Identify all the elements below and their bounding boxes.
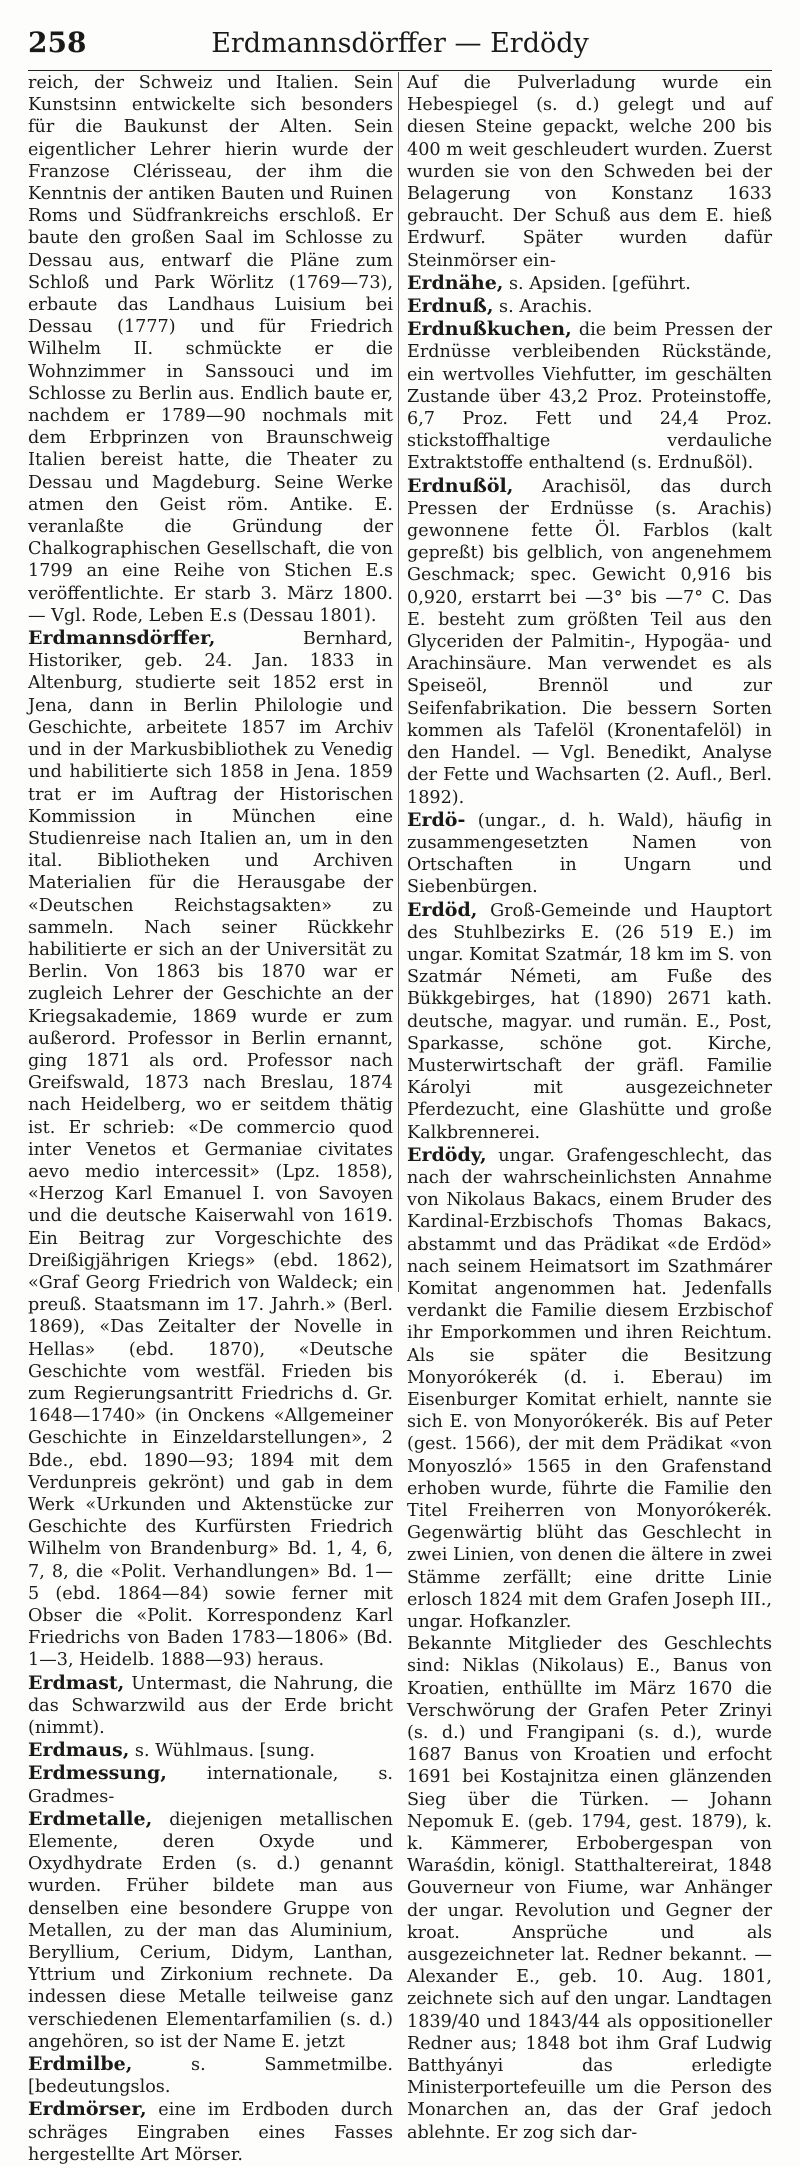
entry-body: die beim Pressen der Erdnüsse verbleibenden Rückstände, ein wertvolles Viehfutter, im geschälten Zustande über 43,2 Proz. Proteinstoffe, 6,7 Proz. Fett und 24,4 Proz. stickstoffhaltige verdauliche Extraktstoffe enthaltend (s. Erdnußöl).	[407, 320, 772, 474]
entry-erdoedy	[407, 1144, 772, 1633]
entry-text: Auf die Pulverladung wurde ein Hebespiegel (s. d.) gelegt und auf diesen Steine gepackt, welche 200 bis 400 m weit geschleudert wurden. Zuerst wurden sie von den Schweden bei der Belagerung von Konstanz 1633 gebraucht. Der Schuß aus dem E. hieß Erdwurf. Später wurden dafür Steinmörser ein-	[407, 73, 772, 271]
entry-headword: Erdö-	[407, 808, 466, 831]
entry-erdnusskuchen	[407, 318, 772, 474]
page-number: 258	[28, 26, 87, 59]
entry-body: Bernhard, Historiker, geb. 24. Jan. 1833 in Altenburg, studierte seit 1852 erst in Jena, dann in Berlin Philologie und Geschichte, arbeitete 1857 im Archiv und in der Markusbibliothek zu Venedig und habilitierte sich 1858 in Jena. 1859 trat er im Auftrag der Historischen Kommission in München eine Studienreise nach Italien an, um in den ital. Bibliotheken und Archiven Materialien für die Herausgabe der «Deutschen Reichstagsakten» zu sammeln. Nach seiner Rückkehr habilitierte er sich an der Universität zu Berlin. Von 1863 bis 1870 war er zugleich Lehrer der Geschichte an der Kriegsakademie, 1869 wurde er zum außerord. Professor in Berlin ernannt, ging 1871 als ord. Professor nach Greifswald, 1873 nach Breslau, 1874 nach Heidelberg, wo er seitdem thätig ist. Er schrieb: «De commercio quod inter Venetos et Germaniae civitates aevo medio intercessit» (Lpz. 1858), «Herzog Karl Emanuel I. von Savoyen und die deutsche Kaiserwahl von 1619. Ein Beitrag zur Vorgeschichte des Dreißigjährigen Kriegs» (ebd. 1862), «Graf Georg Friedrich von Waldeck; ein preuß. Staatsmann im 17. Jahrh.» (Berl. 1869), «Das Zeitalter der Novelle in Hellas» (ebd. 1870), «Deutsche Geschichte vom westfäl. Frieden bis zum Regierungsantritt Friedrichs d. Gr. 1648—1740» (in Onckens «Allgemeiner Geschichte in Einzeldarstellungen», 2 Bde., ebd. 1890—93; 1894 mit dem Verdunpreis gekrönt) und gab in dem Werk «Urkunden und Aktenstücke zur Geschichte des Kurfürsten Friedrich Wilhelm von Brandenburg» Bd. 1, 4, 6, 7, 8, die «Polit. Verhandlungen» Bd. 1—5 (ebd. 1864—84) sowie ferner mit Obser die «Polit. Korrespondenz Karl Friedrichs von Baden 1783—1806» (Bd. 1—3, Heidelb. 1888—93) heraus.	[28, 629, 393, 1671]
entry-headword: Erdnußöl,	[407, 474, 514, 497]
entry-body: Untermast, die Nahrung, die das Schwarzwild aus der Erde bricht (nimmt).	[28, 1673, 393, 1739]
entry-text: Bekannte Mitglieder des Geschlechts sind: Niklas (Nikolaus) E., Banus von Kroatien, enthüllte im März 1670 die Verschwörung der Grafen Peter Zrinyi (s. d.) und Frangipani (s. d.), wurde 1687 Banus von Kroatien und erfocht 1691 bei Kostajnitza einen glänzenden Sieg über die Türken. — Johann Nepomuk E. (geb. 1794, gest. 1879), k. k. Kämmerer, Erbobergespan von Waraśdin, königl. Statthaltereirat, 1848 Gouverneur von Fiume, war Anhänger der ungar. Revolution und Gegner der kroat. Ansprüche und als ausgezeichneter lat. Redner bekannt. — Alexander E., geb. 10. Aug. 1801, zeichnete sich auf den ungar. Landtagen 1839/40 und 1843/44 als oppositioneller Redner aus; 1848 bot ihm Graf Ludwig Batthyányi das erledigte Ministerportefeuille um die Person des Monarchen an, das der Graf jedoch ablehnte. Er zog sich dar-	[407, 1634, 772, 2143]
entry-erdoed	[407, 899, 772, 1144]
entry-erdmannsdoerffer	[28, 627, 393, 1672]
entry-body: s. Sammetmilbe. [bedeutungslos.	[28, 2055, 393, 2098]
entry-headword: Erdöd,	[407, 898, 478, 921]
entry-erdmessung	[28, 1762, 393, 1807]
entry-erdmaus	[28, 1739, 393, 1762]
entry-erdmoerser	[28, 2098, 393, 2166]
entry-body: ungar. Grafengeschlecht, das nach der wahrscheinlichsten Annahme von Nikolaus Bakacs, einem Bruder des Kardinal-Erzbischofs Thomas Bakacs, abstammt und das Prädikat «de Erdöd» nach seinem Heimatsort im Szathmárer Komitat angenommen hat. Jedenfalls verdankt die Familie diesem Erzbischof ihr Emporkommen und ihren Reichtum. Als sie später die Besitzung Monyorókerék (d. i. Eberau) im Eisenburger Komitat erhielt, nannte sie sich E. von Monyorókerék. Bis auf Peter (gest. 1566), der mit dem Prädikat «von Monyoszló» 1565 in den Grafenstand erhoben wurde, führte die Familie den Titel Freiherren von Monyorókerék. Gegenwärtig blüht das Geschlecht in zwei Linien, von denen die ältere in zwei Stämme zerfällt; eine dritte Linie erlosch 1824 mit dem Grafen Joseph III., ungar. Hofkanzler.	[407, 1145, 772, 1633]
right-column	[407, 72, 772, 2143]
entry-headword: Erdödy,	[407, 1143, 487, 1166]
entry-headword: Erdmast,	[28, 1671, 125, 1694]
entry-erdmetalle	[28, 1808, 393, 2053]
left-column	[28, 72, 393, 2165]
entry-erdoe	[407, 809, 772, 899]
entry-headword: Erdnähe,	[407, 271, 504, 294]
page-header	[28, 22, 772, 71]
entry-erdnuss	[407, 295, 772, 318]
entry-headword: Erdmannsdörffer,	[28, 627, 216, 650]
entry-body: Arachisöl, das durch Pressen der Erdnüsse (s. Arachis) gewonnene fette Öl. Farblos (kalt gepreßt) bis gelblich, von angenehmem Geschmack; spec. Gewicht 0,916 bis 0,920, erstarrt bei —3° bis —7° C. Das E. besteht zum größten Teil aus den Glyceriden der Palmitin-, Hypogäa- und Arachinsäure. Man verwendet es als Speiseöl, Brennöl und zur Seifenfabrikation. Die bessern Sorten kommen als Tafelöl (Kronentafelöl) in den Handel. — Vgl. Benedikt, Analyse der Fette und Wachsarten (2. Aufl., Berl. 1892).	[407, 476, 772, 808]
running-title: Erdmannsdörffer — Erdödy	[211, 28, 589, 59]
entry-erdnussoel	[407, 475, 772, 809]
entry-headword: Erdmilbe,	[28, 2053, 133, 2076]
entry-headword: Erdmörser,	[28, 2098, 147, 2121]
entry-body: (ungar., d. h. Wald), häufig in zusammengesetzten Namen von Ortschaften in Ungarn und Siebenbürgen.	[407, 810, 772, 898]
entry-text: reich, der Schweiz und Italien. Sein Kunstsinn entwickelte sich besonders für die Baukunst der Alten. Sein eigentlicher Lehrer hierin wurde der Franzose Clérisseau, der ihm die Kenntnis der antiken Bauten und Ruinen Roms und Südfrankreichs erschloß. Er baute den großen Saal im Schlosse zu Dessau aus, entwarf die Pläne zum Schloß und Park Wörlitz (1769—73), erbaute das Landhaus Luisium bei Dessau (1777) und für Friedrich Wilhelm II. schmückte er die Wohnzimmer in Sanssouci und im Schlosse zu Berlin aus. Endlich baute er, nachdem er 1789—90 nochmals mit dem Erbprinzen von Braunschweig Italien bereist hatte, die Theater zu Dessau und Magdeburg. Seine Werke atmen den Geist röm. Antike. E. veranlaßte die Gründung der Chalkographischen Gesellschaft, die von 1799 an eine Reihe von Stichen E.s veröffentlichte. Er starb 3. März 1800. — Vgl. Rode, Leben E.s (Dessau 1801).	[28, 73, 393, 626]
entry-body: s. Arachis.	[493, 297, 593, 318]
entry-erdmilbe	[28, 2053, 393, 2098]
entry-body: Groß-Gemeinde und Hauptort des Stuhlbezirks E. (26 519 E.) im ungar. Komitat Szatmár, 18 km im S. von Szatmár Németi, am Fuße des Bükkgebirges, hat (1890) 2671 kath. deutsche, magyar. und rumän. E., Post, Sparkasse, schöne got. Kirche, Musterwirtschaft der gräfl. Familie Károlyi mit ausgezeichneter Pferdezucht, eine Glashütte und große Kalkbrennerei.	[407, 900, 772, 1143]
entry-headword: Erdnußkuchen,	[407, 318, 572, 341]
entry-body: s. Wühlmaus. [sung.	[129, 1741, 315, 1762]
entry-erdnaehe	[407, 272, 772, 295]
column-divider	[398, 72, 399, 1292]
entry-headword: Erdmetalle,	[28, 1807, 153, 1830]
entry-body: diejenigen metallischen Elemente, deren Oxyde und Oxydhydrate Erden (s. d.) genannt wurden. Früher bildete man aus denselben eine besondere Gruppe von Metallen, zu der man das Aluminium, Beryllium, Cerium, Didym, Lanthan, Yttrium und Zirkonium rechnete. Da indessen diese Metalle teilweise ganz verschiedenen Elementarfamilien (s. d.) angehören, so ist der Name E. jetzt	[28, 1809, 393, 2052]
entry-body: eine im Erdboden durch schräges Eingraben eines Fasses hergestellte Art Mörser.	[28, 2100, 393, 2165]
entry-headword: Erdmaus,	[28, 1739, 130, 1762]
entry-headword: Erdmessung,	[28, 1762, 167, 1785]
entry-erdmast	[28, 1672, 393, 1740]
entry-headword: Erdnuß,	[407, 295, 494, 318]
entry-body: s. Apsiden. [geführt.	[503, 273, 691, 294]
entry-body: internationale, s. Gradmes-	[28, 1764, 393, 1807]
